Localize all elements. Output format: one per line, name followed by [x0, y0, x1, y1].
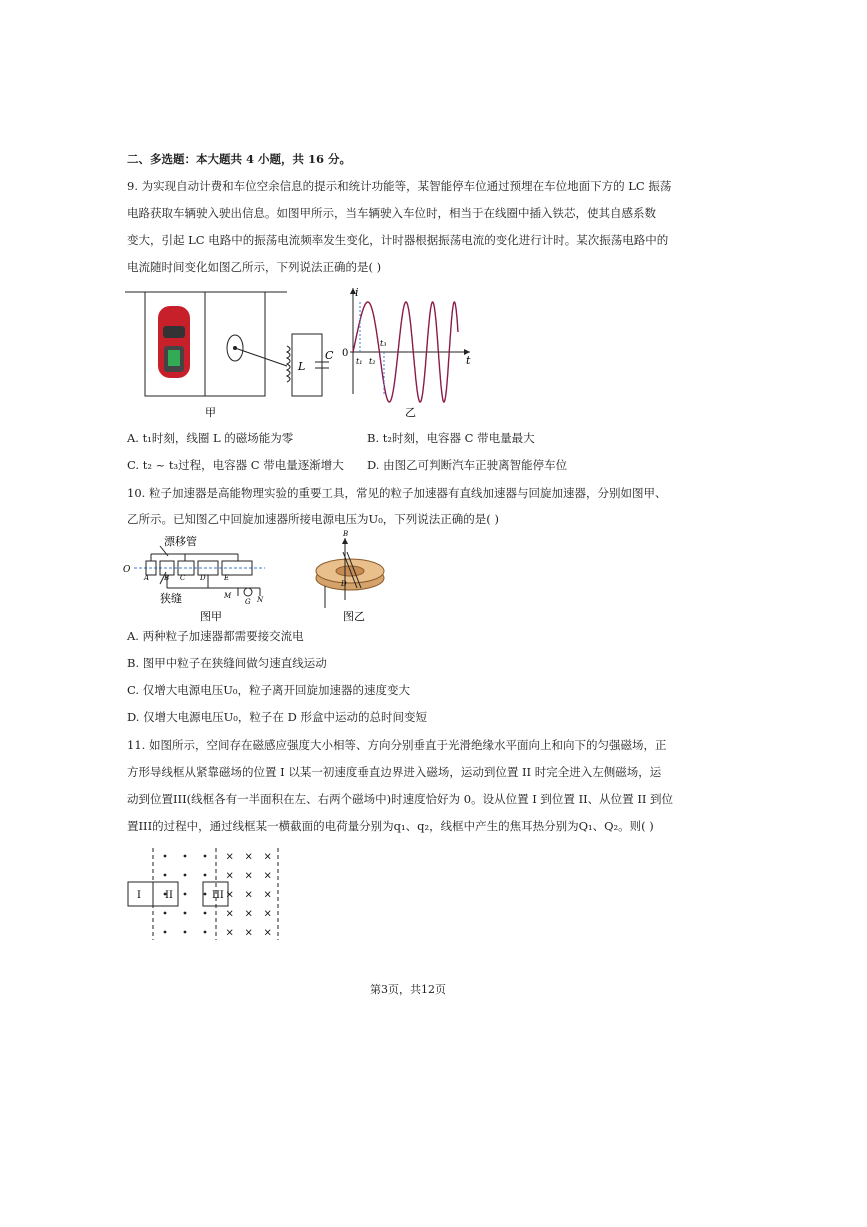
q10-figure-jia [120, 532, 270, 624]
svg-text:t: t [466, 354, 471, 367]
label-C: C [325, 349, 334, 362]
q10-line-2: 乙所示。已知图乙中回旋加速器所接电源电压为U₀，下列说法正确的是( ) [127, 512, 499, 526]
svg-text:A: A [144, 574, 150, 582]
q9-option-c[interactable]: C. t₂ ~ t₃过程，电容器 C 带电量逐渐增大 [127, 458, 344, 472]
svg-text:×: × [225, 908, 234, 920]
q9-figure-yi [340, 284, 480, 423]
svg-text:t₁: t₁ [356, 357, 363, 366]
svg-text:×: × [263, 889, 272, 901]
svg-text:E: E [224, 574, 230, 582]
page-footer: 第3页，共12页 [370, 983, 446, 996]
q10-figure-yi [305, 530, 395, 624]
svg-text:t₃: t₃ [380, 339, 387, 348]
svg-text:G: G [245, 598, 251, 606]
svg-text:×: × [244, 870, 253, 882]
q10-option-b[interactable]: B. 图甲中粒子在狭缝间做匀速直线运动 [127, 656, 327, 670]
svg-text:狭缝: 狭缝 [160, 592, 182, 605]
svg-text:×: × [244, 851, 253, 863]
svg-text:×: × [225, 889, 234, 901]
svg-text:I: I [137, 890, 141, 901]
svg-text:漂移管: 漂移管 [164, 535, 197, 548]
svg-text:C: C [180, 574, 186, 582]
svg-text:M: M [224, 592, 232, 600]
q10-option-a[interactable]: A. 两种粒子加速器都需要接交流电 [127, 629, 304, 643]
q11-line-4: 置III的过程中，通过线框某一横截面的电荷量分别为q₁、q₂，线框中产生的焦耳热分别为Q₁、Q₂。则( ) [127, 819, 654, 833]
field-in-crosses [226, 852, 272, 939]
q10-line-1: 10. 粒子加速器是高能物理实验的重要工具，常见的粒子加速器有直线加速器与回旋加速器，分别如图甲、 [127, 486, 667, 500]
q11-line-1: 11. 如图所示，空间存在磁感应强度大小相等、方向分别垂直于光滑绝缘水平面向上和向下的匀强磁场，正 [127, 738, 667, 752]
svg-text:B: B [164, 574, 170, 582]
caption-fig-jia: 图甲 [200, 610, 222, 623]
q9-figure-jia [125, 288, 345, 423]
caption-fig-yi: 图乙 [343, 610, 365, 623]
q9-line-2: 电路获取车辆驶入驶出信息。如图甲所示，当车辆驶入车位时，相当于在线圈中插入铁芯，使其自感系数 [127, 206, 656, 220]
q11-line-3: 动到位置III(线框各有一半面积在左、右两个磁场中)时速度恰好为 0。设从位置 I 到位置 II、从位置 II 到位 [127, 792, 674, 806]
svg-text:i: i [355, 286, 359, 299]
q9-option-a[interactable]: A. t₁时刻，线圈 L 的磁场能为零 [127, 431, 294, 445]
q10-option-c[interactable]: C. 仅增大电源电压U₀，粒子离开回旋加速器的速度变大 [127, 683, 410, 697]
caption-jia: 甲 [205, 406, 216, 419]
svg-text:D: D [200, 574, 206, 582]
svg-text:t₂: t₂ [369, 357, 376, 366]
svg-text:×: × [225, 851, 234, 863]
svg-text:×: × [263, 927, 272, 939]
svg-text:×: × [244, 908, 253, 920]
svg-text:×: × [263, 908, 272, 920]
svg-text:×: × [263, 851, 272, 863]
label-L: L [298, 360, 306, 373]
q9-line-4: 电流随时间变化如图乙所示，下列说法正确的是( ) [127, 260, 382, 274]
svg-text:×: × [225, 870, 234, 882]
q9-line-3: 变大，引起 LC 电路中的振荡电流频率发生变化，计时器根据振荡电流的变化进行计时。某次振荡电路中的 [127, 233, 669, 247]
q10-option-d[interactable]: D. 仅增大电源电压U₀，粒子在 D 形盒中运动的总时间变短 [127, 710, 427, 724]
q11-figure [125, 848, 285, 943]
svg-text:III: III [212, 890, 224, 901]
svg-text:N: N [257, 596, 264, 604]
svg-text:×: × [244, 889, 253, 901]
section-title: 二、多选题：本大题共 4 小题，共 16 分。 [127, 152, 352, 166]
q9-line-1: 9. 为实现自动计费和车位空余信息的提示和统计功能等，某智能停车位通过预埋在车位地面下方的 LC 振荡 [127, 179, 672, 193]
q9-option-d[interactable]: D. 由图乙可判断汽车正驶离智能停车位 [367, 458, 568, 472]
q11-line-2: 方形导线框从紧靠磁场的位置 I 以某一初速度垂直边界进入磁场，运动到位置 II 时完全进入左侧磁场，运 [127, 765, 662, 779]
lc-circuit [292, 334, 322, 396]
svg-text:×: × [263, 870, 272, 882]
svg-text:×: × [244, 927, 253, 939]
svg-text:D: D [341, 580, 347, 588]
svg-text:O: O [123, 565, 131, 575]
car-icon [158, 306, 190, 378]
svg-text:II: II [165, 890, 173, 901]
caption-yi: 乙 [405, 406, 416, 419]
svg-text:B: B [343, 530, 349, 538]
q9-option-b[interactable]: B. t₂时刻，电容器 C 带电量最大 [367, 431, 535, 445]
svg-text:0: 0 [342, 348, 349, 359]
svg-text:×: × [225, 927, 234, 939]
